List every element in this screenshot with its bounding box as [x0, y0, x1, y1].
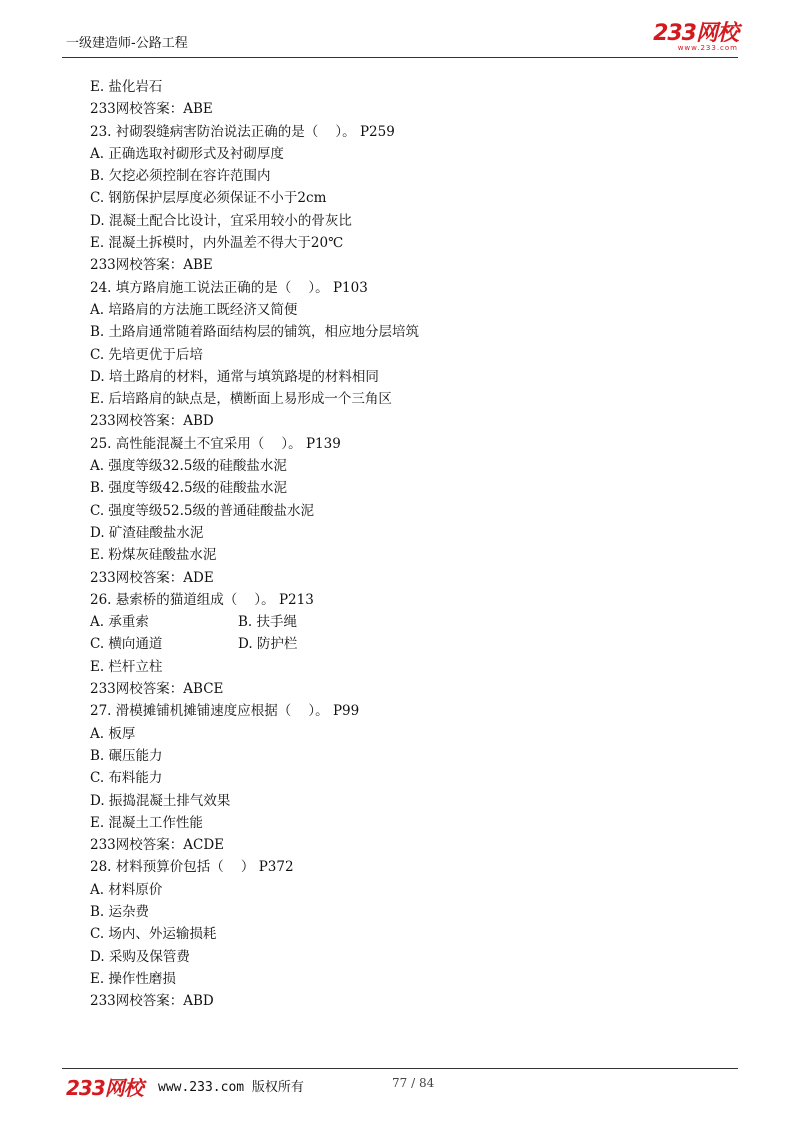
question-25: 25. 高性能混凝土不宜采用（ ）。 P139: [90, 435, 341, 452]
option-line: A. 培路肩的方法施工既经济又简便: [90, 301, 298, 318]
answer-line: 233网校答案：ACDE: [90, 837, 225, 854]
option-line: A. 板厚: [90, 725, 136, 742]
question-24: 24. 填方路肩施工说法正确的是（ ）。 P103: [90, 279, 368, 296]
option-line: B. 碾压能力: [90, 747, 163, 764]
option-line: E. 混凝土拆模时，内外温差不得大于20℃: [90, 235, 344, 252]
page-number: 77 / 84: [392, 1076, 435, 1090]
question-28: 28. 材料预算价包括（ ） P372: [90, 859, 294, 876]
option-line: A. 强度等级32.5级的硅酸盐水泥: [90, 458, 287, 475]
option-line: C. 先培更优于后培: [90, 346, 203, 363]
option-line: E. 栏杆立柱: [90, 658, 163, 675]
answer-line: 233网校答案：ABE: [90, 257, 213, 274]
option-line: E. 后培路肩的缺点是，横断面上易形成一个三角区: [90, 391, 392, 408]
option-line: B. 欠挖必须控制在容许范围内: [90, 168, 271, 185]
option-line: C. 钢筋保护层厚度必须保证不小于2cm: [90, 190, 327, 207]
text-line: E. 盐化岩石: [90, 79, 163, 95]
option-line: B. 土路肩通常随着路面结构层的铺筑，相应地分层培筑: [90, 324, 420, 341]
option-line: A. 正确选取衬砌形式及衬砌厚度: [90, 145, 284, 162]
document-body: [90, 76, 730, 1012]
option-line: B. 运杂费: [90, 903, 150, 920]
option-row: [90, 611, 730, 633]
answer-line: 233网校答案：ABE: [90, 101, 213, 118]
question-23: 23. 衬砌裂缝病害防治说法正确的是（ ）。 P259: [90, 123, 395, 140]
option-right: D. 防护栏: [238, 636, 298, 653]
logo-233: [653, 22, 738, 52]
option-line: E. 混凝土工作性能: [90, 814, 203, 831]
footer-logo: 233网校: [66, 1076, 143, 1100]
option-line: E. 粉煤灰硅酸盐水泥: [90, 547, 217, 564]
option-line: D. 矿渣硅酸盐水泥: [90, 524, 204, 541]
option-line: D. 采购及保管费: [90, 948, 190, 965]
option-line: D. 混凝土配合比设计，宜采用较小的骨灰比: [90, 212, 352, 229]
logo-brand: 233网校: [653, 21, 738, 46]
option-line: E. 操作性磨损: [90, 970, 176, 987]
option-line: C. 布料能力: [90, 770, 163, 787]
header-title: 一级建造师-公路工程: [66, 36, 188, 51]
option-line: D. 培土路肩的材料，通常与填筑路堤的材料相同: [90, 368, 379, 385]
option-left: A. 承重索: [90, 614, 149, 631]
option-right: B. 扶手绳: [238, 614, 298, 631]
option-line: A. 材料原价: [90, 881, 163, 898]
footer-divider: [62, 1068, 738, 1069]
logo-url: www.233.com: [677, 44, 738, 52]
page-footer: [62, 1072, 738, 1098]
answer-line: 233网校答案：ABD: [90, 993, 214, 1010]
footer-site: www.233.com 版权所有: [158, 1080, 304, 1095]
page-header: [62, 22, 738, 58]
option-line: C. 强度等级52.5级的普通硅酸盐水泥: [90, 502, 314, 519]
answer-line: 233网校答案：ADE: [90, 569, 214, 586]
question-27: 27. 滑模摊铺机摊铺速度应根据（ ）。 P99: [90, 703, 360, 720]
option-row: [90, 633, 730, 655]
answer-line: 233网校答案：ABD: [90, 413, 214, 430]
option-line: B. 强度等级42.5级的硅酸盐水泥: [90, 480, 288, 497]
option-left: C. 横向通道: [90, 636, 163, 653]
question-26: 26. 悬索桥的猫道组成（ ）。 P213: [90, 591, 314, 608]
answer-line: 233网校答案：ABCE: [90, 681, 224, 698]
option-line: C. 场内、外运输损耗: [90, 926, 217, 943]
header-divider: [62, 57, 738, 58]
option-line: D. 振捣混凝土排气效果: [90, 792, 231, 809]
